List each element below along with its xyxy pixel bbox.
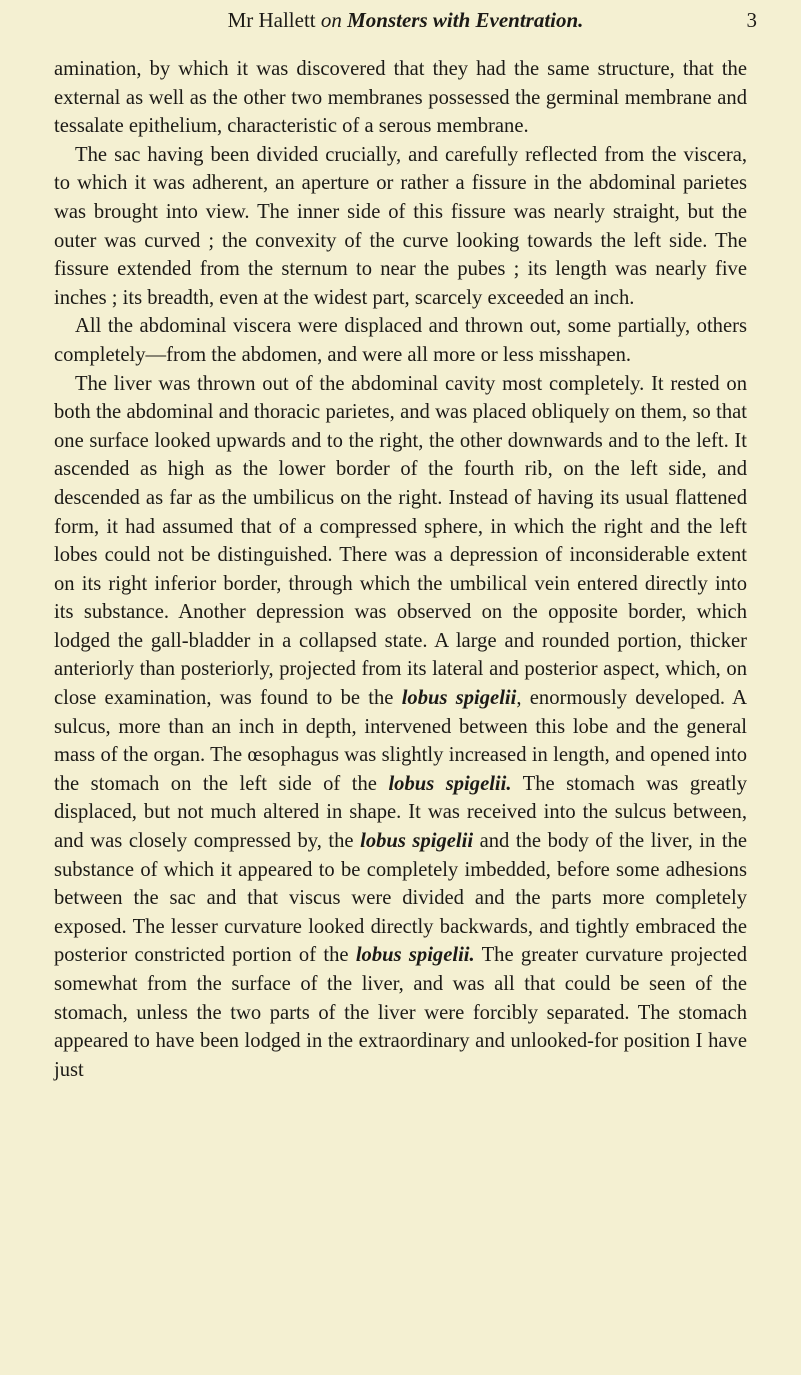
running-head <box>54 6 757 34</box>
text-run: and the body of the liver, in the substance of which it appeared to be completely imbedded, before some adhesions between the sac and that viscus were divided and the parts more completely exposed. The lesser curvature looked directly backwards, and tightly embraced the posterior constricted portion of the <box>54 830 748 967</box>
running-title <box>54 6 757 34</box>
italic-term: lobus spigelii <box>401 687 517 710</box>
running-title-italic: Monsters with Eventration. <box>347 8 584 32</box>
text-run: The greater curvature projected somewhat from the surface of the liver, and was all that could be seen of the stomach, unless the two parts of the liver were forcibly separated. The stomach appeared to have been lodged in the extraordinary and unlooked-for position I have just <box>54 944 747 1081</box>
text-run: , enormously developed. A sulcus, more than an inch in depth, intervened between this lobe and the general mass of the organ. The œsophagus was slightly increased in length, and opened into the stomach on the left side of the <box>54 687 747 795</box>
page-number: 3 <box>746 8 757 32</box>
italic-term: lobus spigelii. <box>388 772 512 795</box>
paragraph <box>54 370 747 1085</box>
italic-term: lobus spigelii. <box>355 944 475 967</box>
paragraph <box>54 141 747 313</box>
text-run: The stomach was greatly displaced, but not much altered in shape. It was received into the sulcus between, and was closely compressed by, the <box>54 772 747 853</box>
body-text <box>54 55 747 1084</box>
running-title-author: Mr Hallett <box>227 8 316 32</box>
text-run: All the abdominal viscera were displaced and thrown out, some partially, others completely—from the abdomen, and were all more or less misshapen. <box>54 315 747 366</box>
text-run: The liver was thrown out of the abdominal cavity most completely. It rested on both the abdominal and thoracic parietes, and was placed obliquely on them, so that one surface looked upwards and to the right, the other downwards and to the left. It ascended as high as the lower border of the fourth rib, on the left side, and descended as far as the umbilicus on the right. Instead of having its usual flattened form, it had assumed that of a compressed sphere, in which the right and the left lobes could not be distinguished. There was a depression of inconsiderable extent on its right inferior border, through which the umbilical vein entered directly into its substance. Another depression was observed on the opposite border, which lodged the gall-bladder in a collapsed state. A large and rounded portion, thicker anteriorly than posteriorly, projected from its lateral and posterior aspect, which, on close examination, was found to be the <box>54 372 747 710</box>
paragraph <box>54 312 747 369</box>
paragraph <box>54 55 747 141</box>
running-title-connector: on <box>320 8 342 32</box>
text-run: amination, by which it was discovered that they had the same structure, that the external as well as the other two membranes possessed the germinal membrane and tessalate epithelium, characteristic of a serous membrane. <box>54 58 747 138</box>
italic-term: lobus spigelii <box>360 830 474 853</box>
text-run: The sac having been divided crucially, and carefully reflected from the viscera, to which it was adherent, an aperture or rather a fissure in the abdominal parietes was brought into view. The inner side of this fissure was nearly straight, but the outer was curved ; the convexity of the curve looking towards the left side. The fissure extended from the sternum to near the pubes ; its length was nearly five inches ; its breadth, even at the widest part, scarcely exceeded an inch. <box>54 143 747 309</box>
